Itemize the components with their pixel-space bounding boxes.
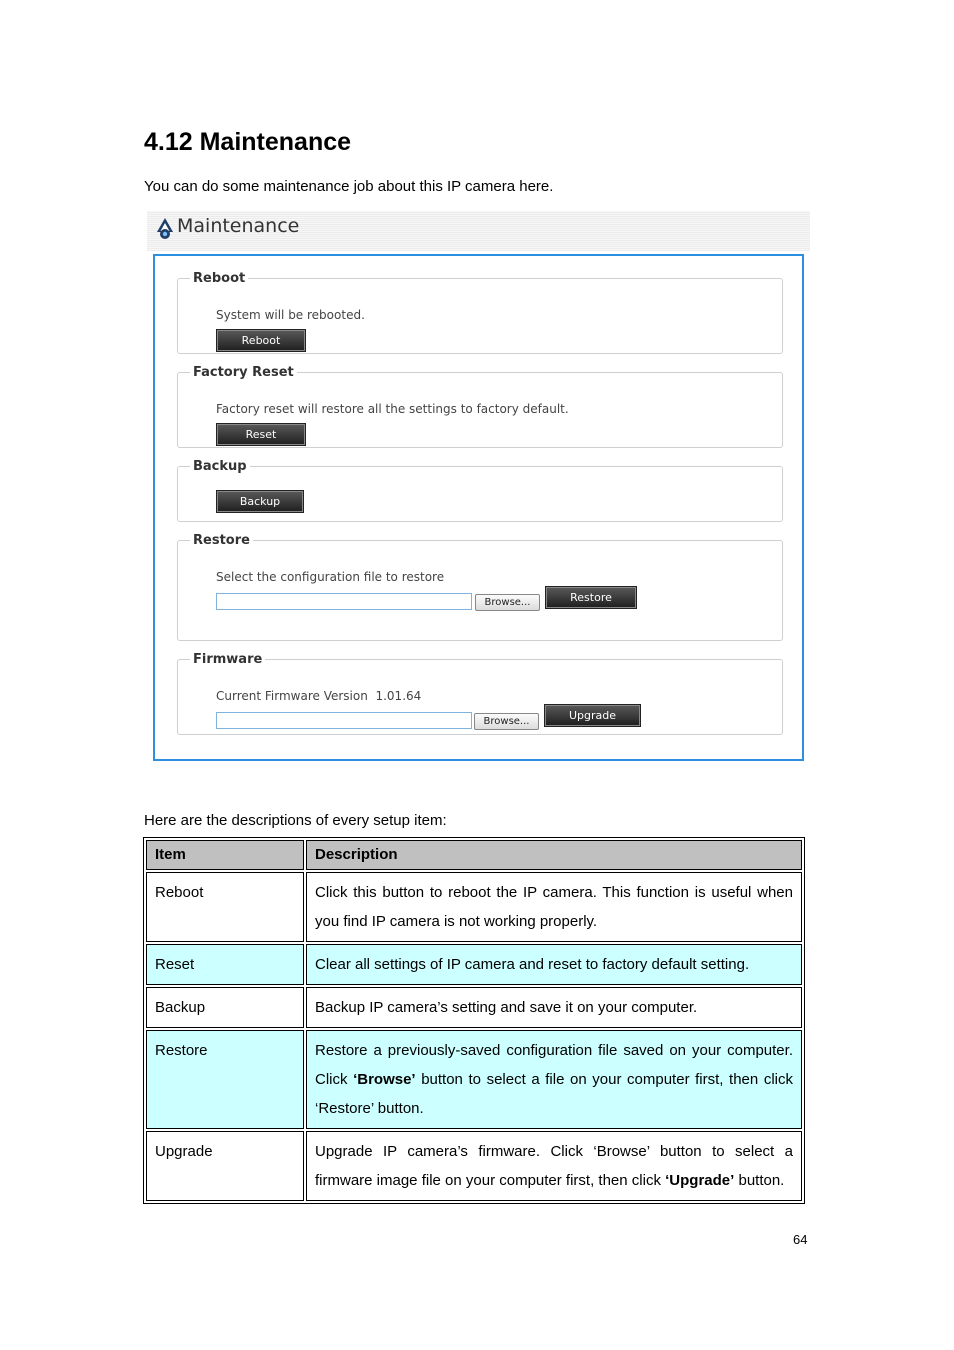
firmware-version-value: 1.01.64 — [375, 689, 422, 703]
description-emphasis: ‘Upgrade’ — [665, 1172, 735, 1189]
reboot-button[interactable]: Reboot — [216, 329, 306, 352]
reboot-legend: Reboot — [193, 271, 246, 286]
restore-browse-button[interactable]: Browse... — [475, 594, 540, 611]
table-row — [146, 987, 802, 1028]
reboot-text: System will be rebooted. — [216, 308, 365, 322]
table-header-row — [146, 840, 802, 870]
camera-logo-icon — [156, 217, 174, 241]
backup-button[interactable]: Backup — [216, 490, 304, 513]
row-description: Clear all settings of IP camera and reset to factory default setting. — [306, 944, 802, 985]
description-text: button to select a file on your computer first, then click ‘Restore’ button. — [315, 1071, 793, 1117]
upgrade-button[interactable]: Upgrade — [544, 704, 641, 727]
firmware-legend: Firmware — [193, 652, 263, 667]
intro-text: You can do some maintenance job about this IP camera here. — [144, 178, 554, 195]
row-item: Backup — [146, 987, 304, 1028]
table-row — [146, 1030, 802, 1129]
row-item: Restore — [146, 1030, 304, 1129]
maintenance-panel — [153, 254, 804, 761]
header-item: Item — [146, 840, 304, 870]
row-item: Reset — [146, 944, 304, 985]
row-description: Backup IP camera’s setting and save it on your computer. — [306, 987, 802, 1028]
table-row — [146, 1131, 802, 1201]
factory-reset-legend: Factory Reset — [193, 365, 294, 380]
firmware-version-label: Current Firmware Version — [216, 689, 368, 703]
factory-reset-group — [177, 365, 783, 448]
panel-title: Maintenance — [177, 215, 300, 237]
description-text: Restore a previously-saved configuration file saved on your computer. Click — [315, 1042, 793, 1088]
reboot-group — [177, 271, 783, 354]
factory-reset-text: Factory reset will restore all the settings to factory default. — [216, 402, 569, 416]
restore-group — [177, 533, 783, 641]
row-description — [306, 1131, 802, 1201]
page-number: 64 — [793, 1232, 808, 1247]
table-intro: Here are the descriptions of every setup item: — [144, 812, 447, 829]
firmware-group — [177, 652, 783, 735]
row-description: Click this button to reboot the IP camera. This function is useful when you find IP camera is not working properly. — [306, 872, 802, 942]
firmware-version-text — [216, 689, 421, 703]
table-row — [146, 872, 802, 942]
firmware-file-input[interactable] — [216, 712, 472, 729]
restore-legend: Restore — [193, 533, 250, 548]
description-text: button. — [734, 1172, 785, 1189]
table-row — [146, 944, 802, 985]
restore-button[interactable]: Restore — [545, 586, 637, 609]
restore-text: Select the configuration file to restore — [216, 570, 445, 584]
backup-legend: Backup — [193, 459, 247, 474]
header-description: Description — [306, 840, 802, 870]
row-description — [306, 1030, 802, 1129]
restore-file-input[interactable] — [216, 593, 472, 610]
description-text: Upgrade IP camera’s firmware. Click ‘Browse’ button to select a firmware image file on your computer first, then click — [315, 1143, 793, 1189]
reset-button[interactable]: Reset — [216, 423, 306, 446]
row-item: Upgrade — [146, 1131, 304, 1201]
description-table — [143, 837, 805, 1204]
section-title: 4.12 Maintenance — [144, 128, 352, 156]
maintenance-panel-header — [147, 211, 810, 251]
description-emphasis: ‘Browse’ — [353, 1071, 416, 1088]
backup-group — [177, 459, 783, 522]
row-item: Reboot — [146, 872, 304, 942]
firmware-browse-button[interactable]: Browse... — [474, 713, 539, 730]
